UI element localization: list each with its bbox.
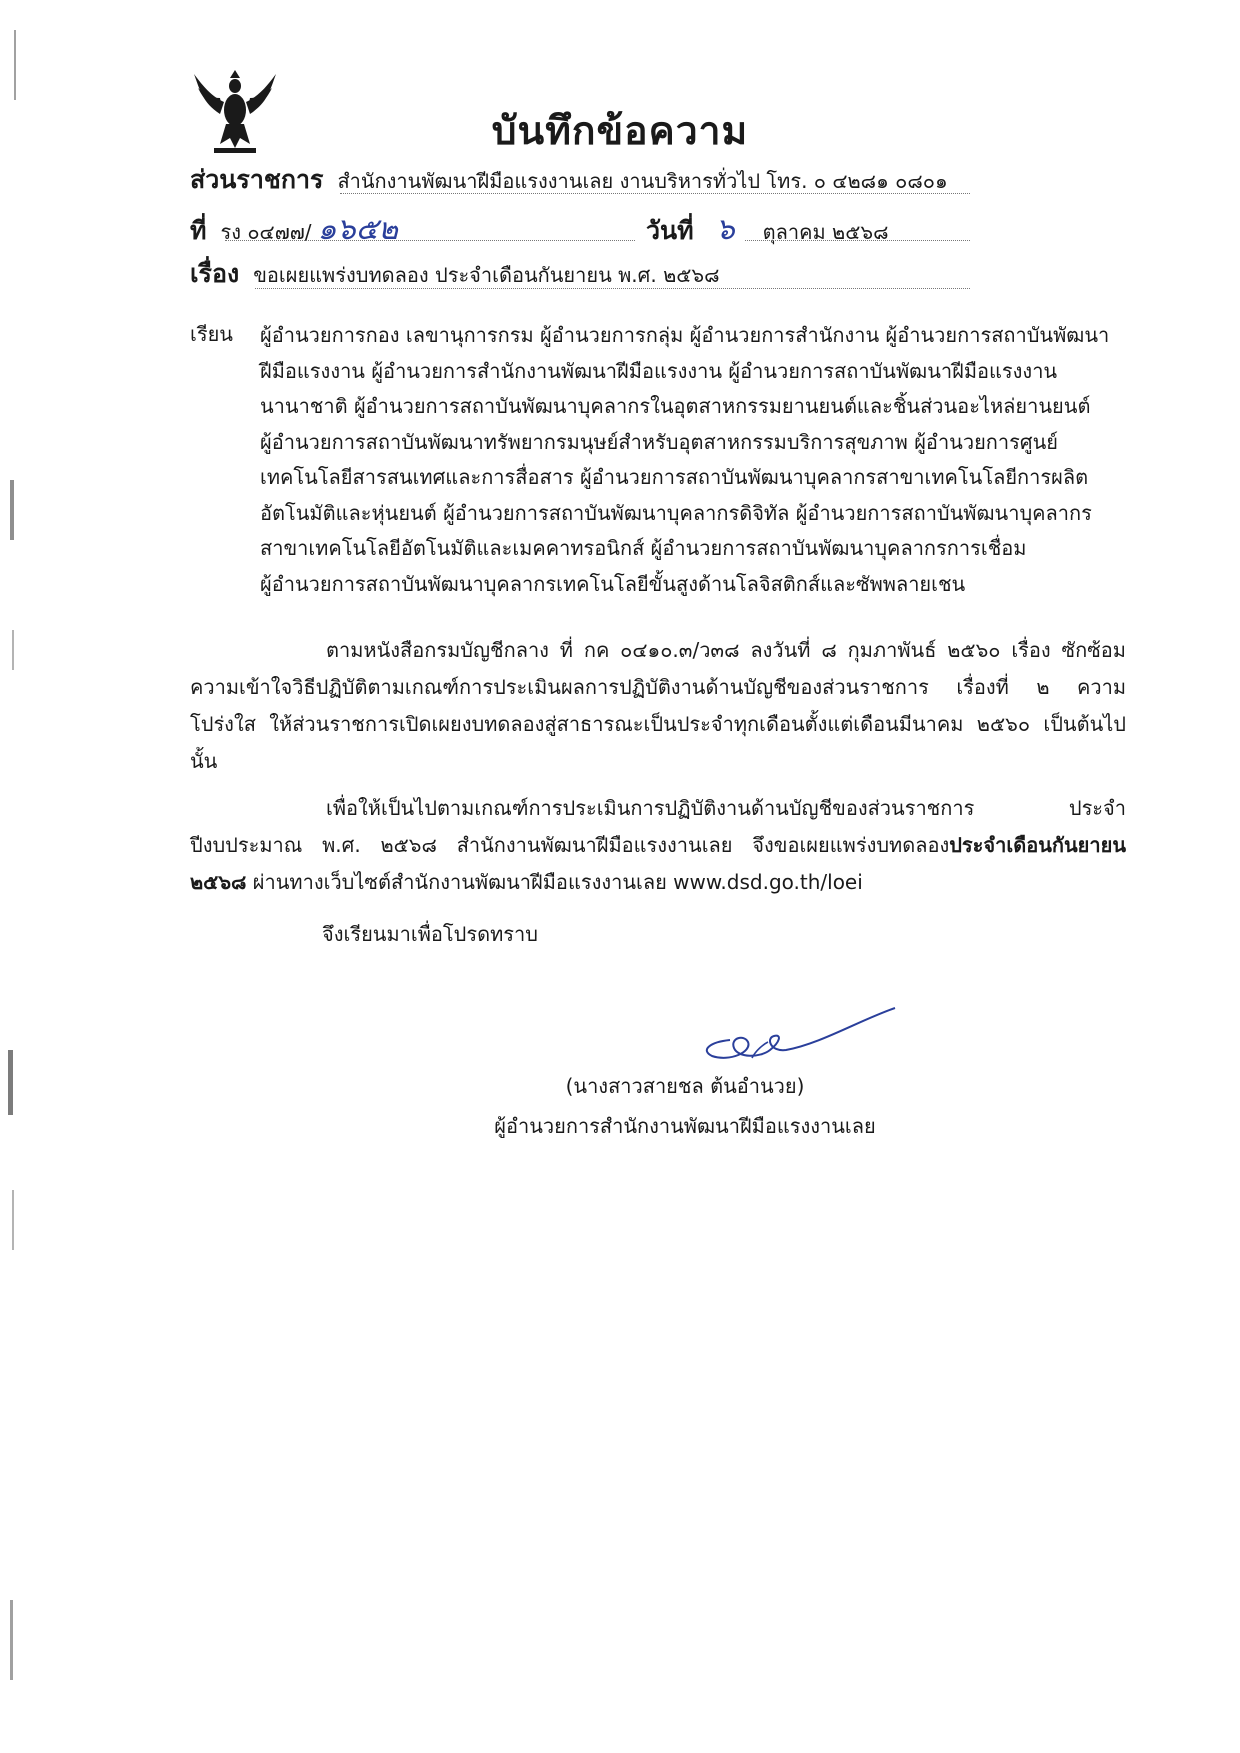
signer-position: ผู้อำนวยการสำนักงานพัฒนาฝีมือแรงงานเลย [494,1114,876,1138]
body-paragraph-1-block [190,632,1126,780]
signer-name: (นางสาวสายชล ต้นอำนวย) [565,1074,805,1098]
date-value: ตุลาคม ๒๕๖๘ [762,220,889,244]
paragraph-2-text-a: เพื่อให้เป็นไปตามเกณฑ์การประเมินการปฏิบัติงานด้านบัญชีของส่วนราชการ ประจำปีงบประมาณ พ.ศ. ๒๕๖๘ สำนักงานพัฒนาฝีมือแรงงานเลย จึงขอเผยแพร่งบทดลอง [190,796,1126,857]
scan-mark [10,1600,13,1680]
salutation-line: นานาชาติ ผู้อำนวยการสถาบันพัฒนาบุคลากรในอุตสาหกรรมยานยนต์และชิ้นส่วนอะไหล่ยานยนต์ [260,394,1091,418]
date-dotline [745,240,970,241]
ref-handwritten-number: ๑๖๕๒ [317,212,399,247]
signature-icon [690,1000,900,1070]
closing-line: จึงเรียนมาเพื่อโปรดทราบ [322,922,538,946]
salutation-line: อัตโนมัติและหุ่นยนต์ ผู้อำนวยการสถาบันพัฒนาบุคลากรดิจิทัล ผู้อำนวยการสถาบันพัฒนาบุคลากร [260,500,1092,525]
subject-label: เรื่อง [190,259,240,288]
scan-mark [12,1190,14,1250]
body-paragraph-2-block [190,790,1126,901]
department-label: ส่วนราชการ [190,165,324,194]
salutation-label: เรียน [190,322,233,346]
department-dotline [340,193,970,194]
date-label: วันที่ [646,216,694,245]
paragraph-2-bold: ประจำเดือนกันยายน ๒๕๖๘ [190,833,1126,894]
department-line [190,160,948,200]
subject-dotline [255,288,970,289]
salutation-line: ผู้อำนวยการสถาบันพัฒนาทรัพยากรมนุษย์สำหรับอุตสาหกรรมบริการสุขภาพ ผู้อำนวยการศูนย์ [260,429,1058,454]
scan-mark [14,30,16,100]
date-line [646,206,889,253]
department-value: สำนักงานพัฒนาฝีมือแรงงานเลย งานบริหารทั่วไป โทร. ๐ ๔๒๘๑ ๐๘๐๑ [337,169,948,193]
ref-line [190,206,398,253]
salutation-line: สาขาเทคโนโลยีอัตโนมัติและเมคคาทรอนิกส์ ผู้อำนวยการสถาบันพัฒนาบุคลากรการเชื่อม [260,536,1027,560]
salutation-line: ผู้อำนวยการกอง เลขานุการกรม ผู้อำนวยการกลุ่ม ผู้อำนวยการสำนักงาน ผู้อำนวยการสถาบันพัฒนา [260,323,1110,347]
ref-value: รง ๐๔๗๗/ [220,220,312,244]
paragraph-2-text-b: ผ่านทางเว็บไซต์สำนักงานพัฒนาฝีมือแรงงานเลย www.dsd.go.th/loei [246,870,863,894]
salutation-line: เทคโนโลยีสารสนเทศและการสื่อสาร ผู้อำนวยการสถาบันพัฒนาบุคลากรสาขาเทคโนโลยีการผลิต [260,465,1089,489]
scan-mark [12,630,14,670]
scan-mark [8,1050,13,1115]
ref-dotline [225,240,635,241]
scan-mark [10,480,14,540]
body-paragraph-1: ตามหนังสือกรมบัญชีกลาง ที่ กค ๐๔๑๐.๓/ว๓๘ ลงวันที่ ๘ กุมภาพันธ์ ๒๕๖๐ เรื่อง ซักซ้อมความเข้าใจวิธีปฏิบัติตามเกณฑ์การประเมินผลการปฏิบัติงานด้านบัญชีของส่วนราชการ เรื่องที่ ๒ ความโปร่งใส ให้ส่วนราชการเปิดเผยงบทดลองสู่สาธารณะเป็นประจำทุกเดือนตั้งแต่เดือนมีนาคม ๒๕๖๐ เป็นต้นไป นั้น [190,638,1126,773]
salutation-line: ฝีมือแรงงาน ผู้อำนวยการสำนักงานพัฒนาฝีมือแรงงาน ผู้อำนวยการสถาบันพัฒนาฝีมือแรงงาน [260,358,1058,383]
salutation-line: ผู้อำนวยการสถาบันพัฒนาบุคลากรเทคโนโลยีขั้นสูงด้านโลจิสติกส์และซัพพลายเชน [260,571,966,596]
memo-title: บันทึกข้อความ [491,109,749,154]
body-paragraph-2 [190,790,1126,901]
ref-label: ที่ [190,216,207,245]
date-day-handwritten: ๖ [715,212,735,247]
subject-value: ขอเผยแพร่งบทดลอง ประจำเดือนกันยายน พ.ศ. ๒๕๖๘ [253,263,720,287]
salutation-recipients [260,318,1126,602]
